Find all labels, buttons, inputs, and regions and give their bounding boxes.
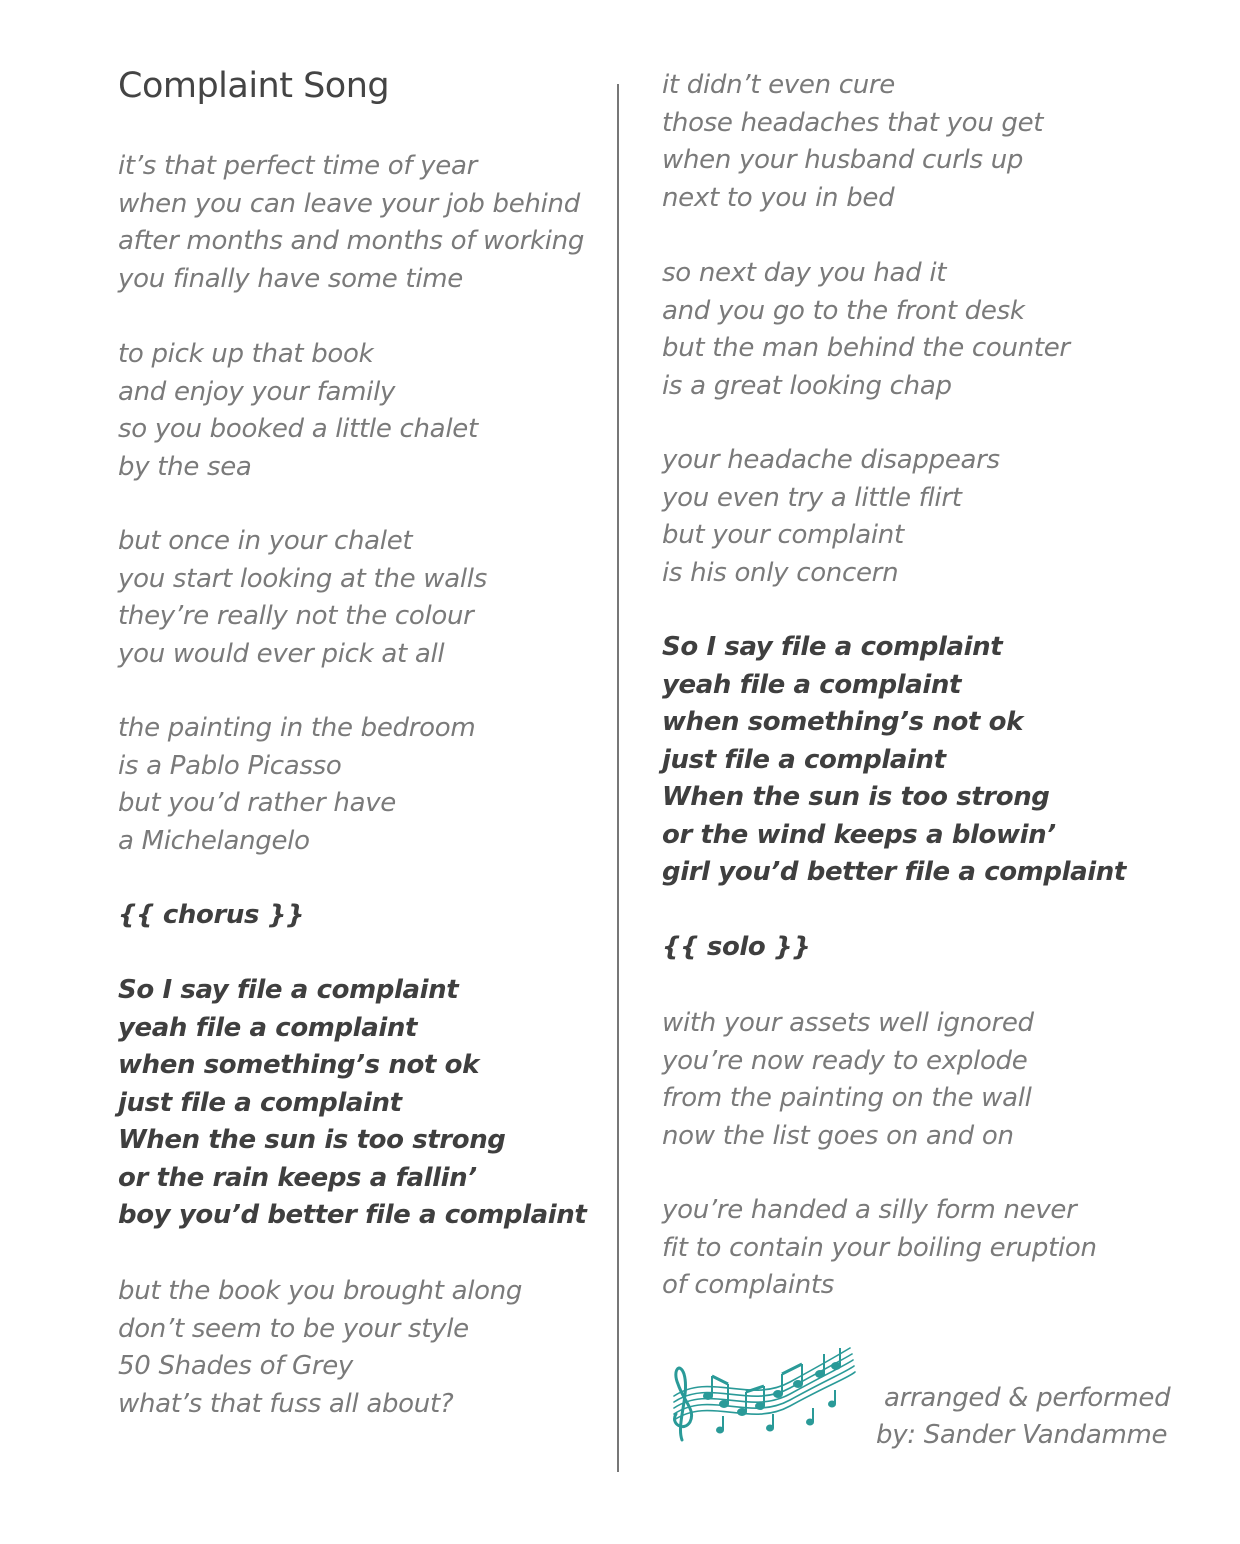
chorus-line: when something’s not ok: [118, 1050, 479, 1080]
verse-stanza: [662, 442, 1000, 592]
verse-stanza: [118, 336, 478, 486]
lyric-line: is his only concern: [662, 557, 899, 588]
lyric-line: and enjoy your family: [118, 376, 396, 407]
verse-stanza: [118, 148, 584, 298]
verse-stanza: [662, 1192, 1097, 1305]
lyric-line: they’re really not the colour: [118, 601, 474, 631]
lyric-line: of complaints: [662, 1270, 835, 1300]
music-staff-notes-icon: [660, 1344, 856, 1446]
chorus-line: or the rain keeps a fallin’: [118, 1162, 477, 1193]
solo-marker: [662, 929, 810, 967]
column-divider: [617, 84, 619, 1472]
lyric-line: is a Pablo Picasso: [118, 750, 342, 781]
verse-stanza: [662, 255, 1070, 405]
lyric-line: you start looking at the walls: [118, 563, 487, 594]
verse-stanza: [118, 523, 487, 673]
lyric-line: by the sea: [118, 451, 252, 482]
lyric-line: don’t seem to be your style: [118, 1313, 469, 1344]
lyric-line: is a great looking chap: [662, 370, 952, 401]
lyric-line: you’re handed a silly form never: [662, 1195, 1077, 1225]
lyric-line: those headaches that you get: [662, 107, 1044, 138]
lyric-line: when you can leave your job behind: [118, 188, 580, 219]
verse-stanza: [662, 1005, 1034, 1155]
credit-line-performer: by: Sander Vandamme: [876, 1420, 1168, 1450]
lyric-line: 50 Shades of Grey: [118, 1351, 354, 1381]
chorus-line: yeah file a complaint: [118, 1012, 417, 1043]
chorus-line: when something’s not ok: [662, 707, 1023, 737]
lyric-line: so next day you had it: [662, 258, 947, 288]
lyric-line: but your complaint: [662, 520, 904, 550]
verse-stanza: [662, 67, 1043, 217]
verse-stanza: [118, 710, 475, 860]
chorus-line: girl you’d better file a complaint: [662, 857, 1126, 887]
chorus-line: When the sun is too strong: [118, 1125, 506, 1155]
lyric-line: now the list goes on and on: [662, 1120, 1014, 1151]
chorus-line: yeah file a complaint: [662, 669, 961, 700]
chorus-line: just file a complaint: [662, 744, 946, 775]
lyric-line: but once in your chalet: [118, 526, 413, 556]
lyric-line: you even try a little flirt: [662, 482, 962, 513]
lyric-line: your headache disappears: [662, 445, 1000, 475]
chorus-line: boy you’d better file a complaint: [118, 1200, 587, 1230]
chorus-stanza: [118, 972, 586, 1235]
chorus-line: or the wind keeps a blowin’: [662, 819, 1056, 850]
section-marker: {{ chorus }}: [118, 900, 304, 930]
chorus-line: just file a complaint: [118, 1087, 402, 1118]
chorus-line: So I say file a complaint: [662, 632, 1003, 662]
chorus-line: So I say file a complaint: [118, 975, 459, 1005]
lyric-line: you finally have some time: [118, 263, 463, 294]
lyric-line: from the painting on the wall: [662, 1083, 1032, 1113]
section-marker: {{ solo }}: [662, 932, 811, 962]
lyric-line: it’s that perfect time of year: [118, 151, 477, 181]
lyric-line: a Michelangelo: [118, 825, 310, 856]
verse-stanza: [118, 1273, 522, 1423]
lyric-line: next to you in bed: [662, 182, 895, 213]
lyric-line: but the book you brought along: [118, 1276, 523, 1306]
song-title: Complaint Song: [118, 66, 390, 106]
lyric-line: it didn’t even cure: [662, 70, 895, 100]
lyric-line: so you booked a little chalet: [118, 414, 478, 444]
chorus-marker: [118, 897, 304, 935]
lyric-line: after months and months of working: [118, 226, 585, 256]
lyric-line: with your assets well ignored: [662, 1008, 1034, 1038]
lyric-line: the painting in the bedroom: [118, 713, 476, 743]
credit-block: [876, 1380, 1170, 1454]
chorus-line: When the sun is too strong: [662, 782, 1050, 812]
credit-line-arranged: arranged & performed: [884, 1383, 1171, 1413]
lyric-line: and you go to the front desk: [662, 295, 1025, 326]
lyric-line: when your husband curls up: [662, 145, 1024, 175]
lyric-line: fit to contain your boiling eruption: [662, 1232, 1097, 1263]
chorus-stanza: [662, 629, 1126, 892]
lyric-line: to pick up that book: [118, 339, 374, 369]
lyric-line: what’s that fuss all about?: [118, 1388, 454, 1419]
lyric-line: you’re now ready to explode: [662, 1045, 1028, 1076]
lyric-line: you would ever pick at all: [118, 638, 445, 669]
lyric-line: but the man behind the counter: [662, 333, 1070, 363]
lyric-line: but you’d rather have: [118, 788, 396, 818]
